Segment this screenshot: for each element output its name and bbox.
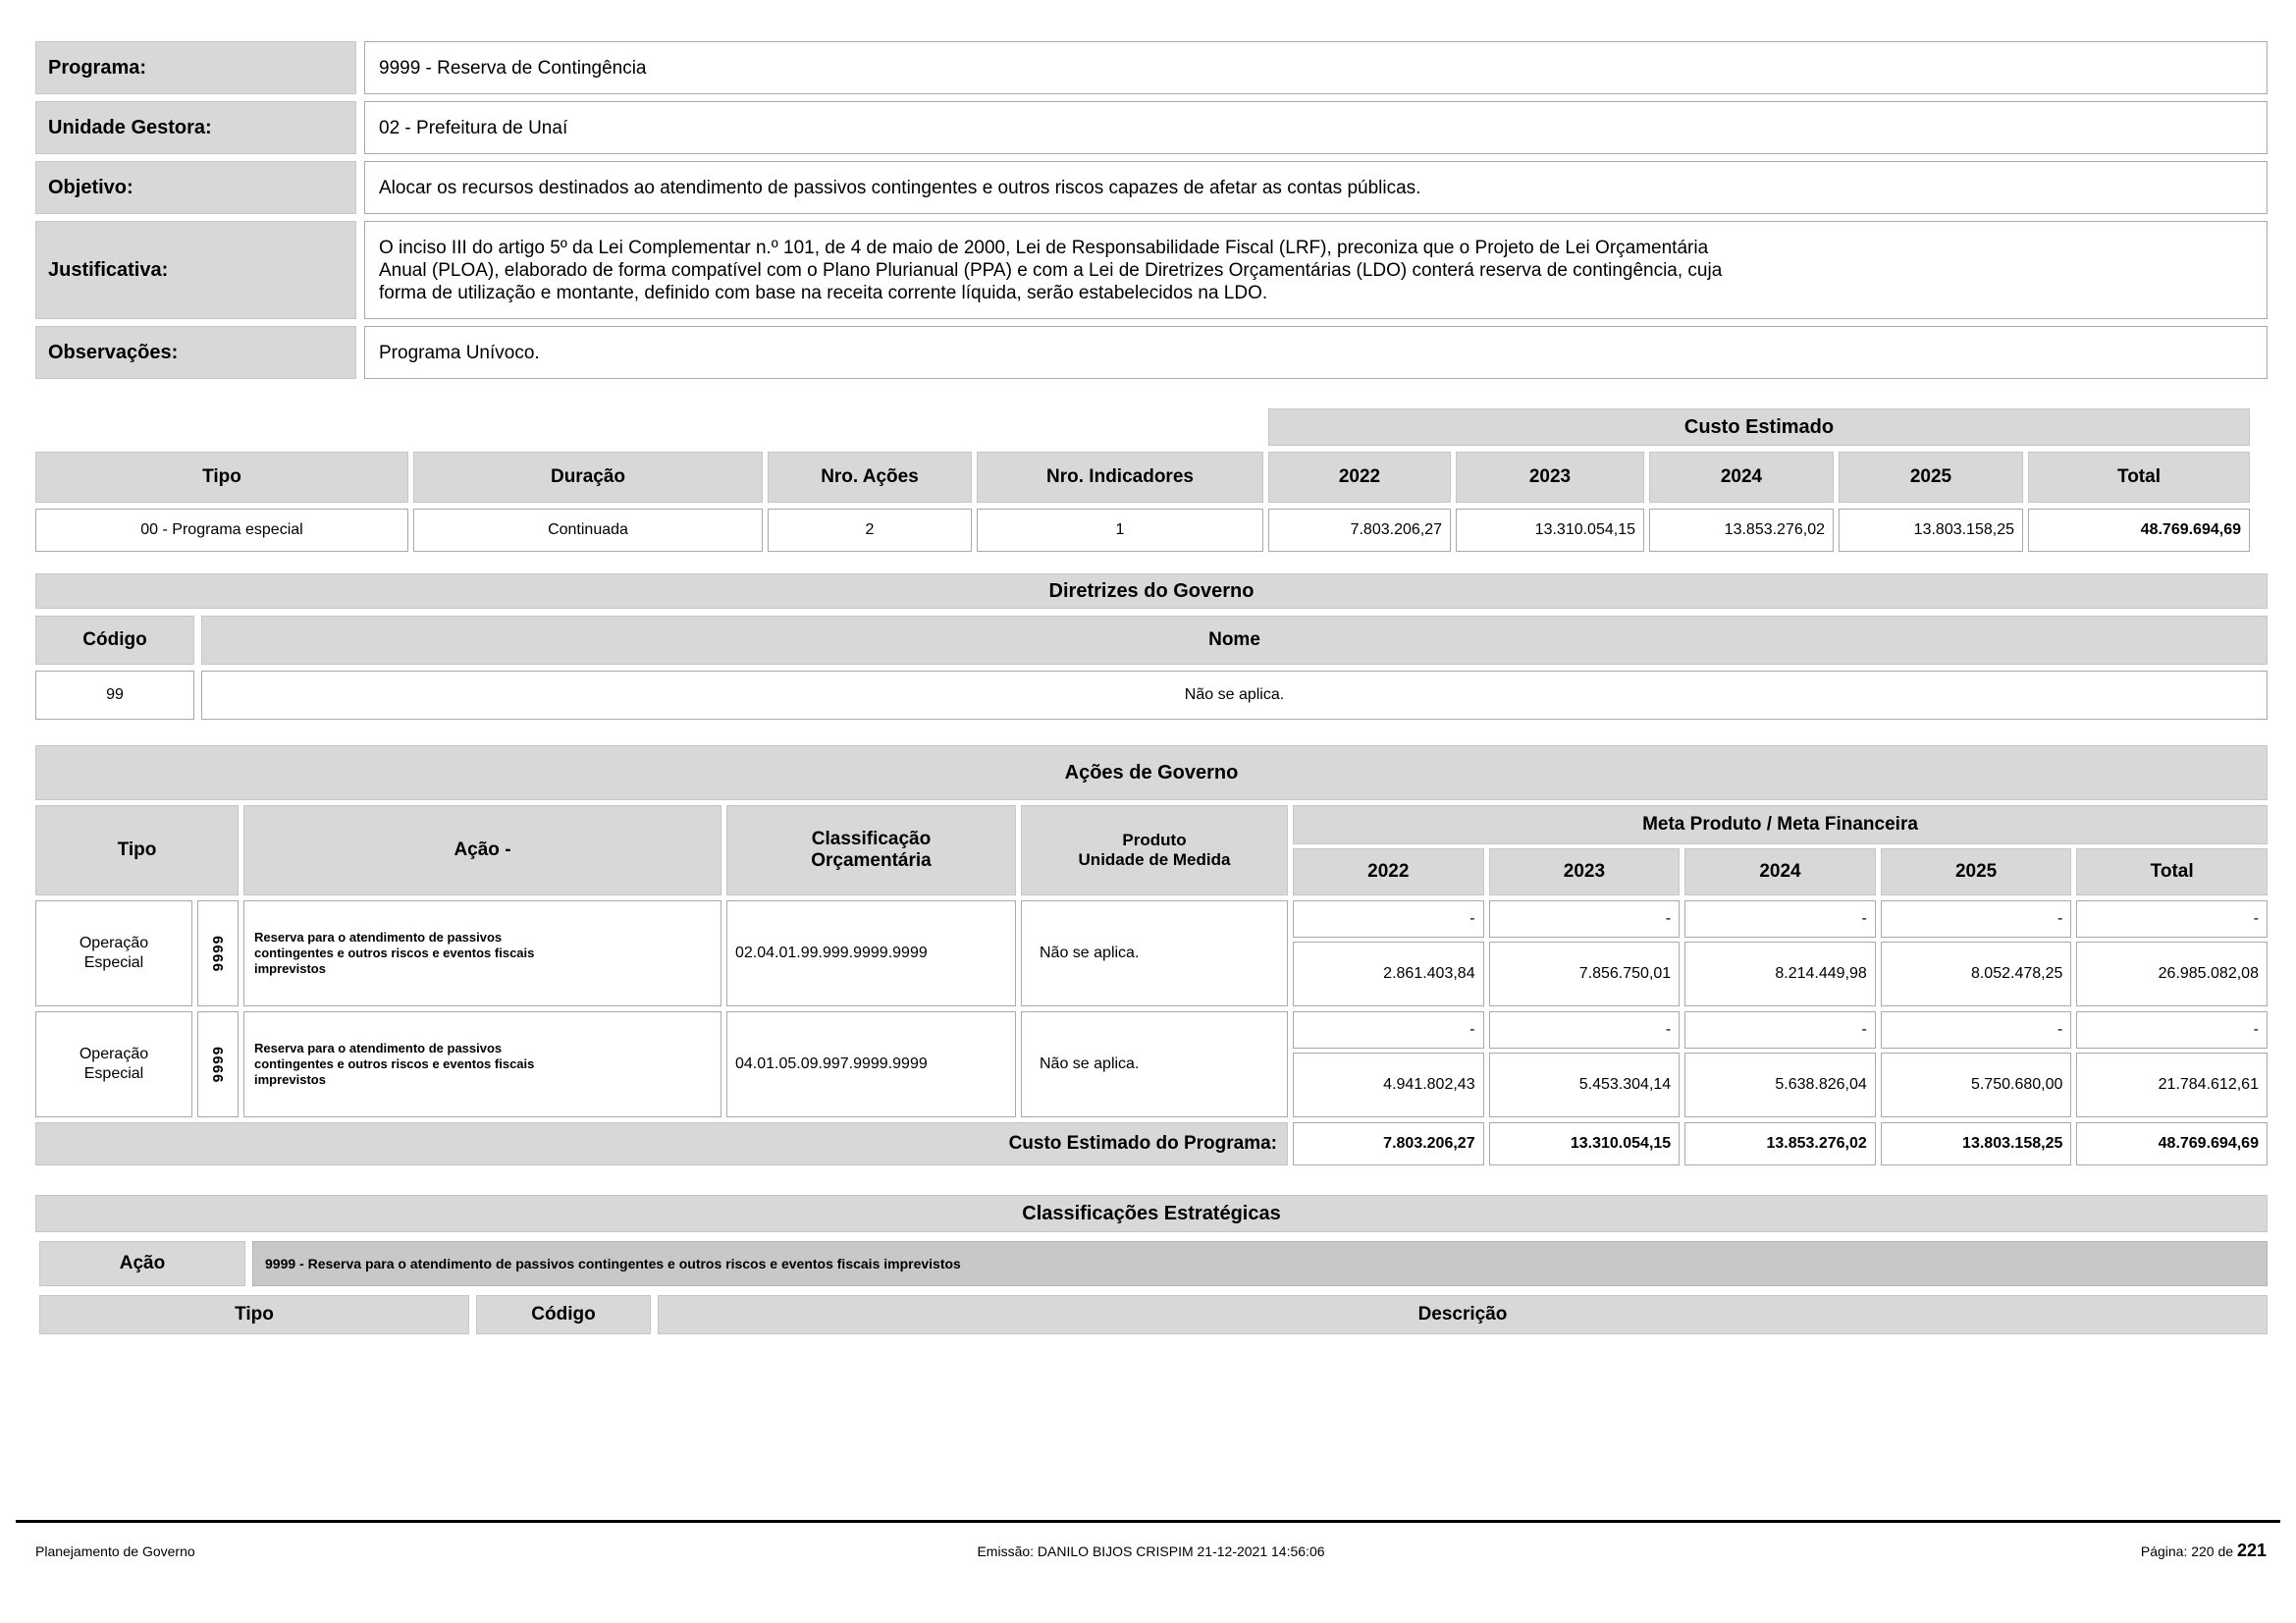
info-row-observacoes bbox=[35, 326, 2268, 379]
meta-cell: 5.638.826,04 bbox=[1684, 1053, 1876, 1117]
acao2-classificacao: 04.01.05.09.997.9999.9999 bbox=[726, 1011, 1016, 1117]
classificacoes-header-tipo: Tipo bbox=[39, 1295, 469, 1334]
acao-row-1 bbox=[35, 900, 2268, 1006]
meta-cell: 8.052.478,25 bbox=[1881, 942, 2072, 1006]
meta-cell: - bbox=[1881, 900, 2072, 938]
acao2-tipo: Operação Especial bbox=[35, 1011, 192, 1117]
custo-estimado-table bbox=[35, 408, 2268, 552]
acao2-codigo: 9999 bbox=[197, 1011, 239, 1117]
meta-cell: 5.750.680,00 bbox=[1881, 1053, 2072, 1117]
summary-cell-total: 48.769.694,69 bbox=[2076, 1122, 2268, 1165]
cell-nro-acoes: 2 bbox=[768, 509, 972, 552]
program-info-section bbox=[35, 41, 2268, 379]
acao2-meta bbox=[1293, 1011, 2268, 1117]
meta-cell: 26.985.082,08 bbox=[2076, 942, 2268, 1006]
acao2-meta-financeira-row bbox=[1293, 1053, 2268, 1117]
meta-cell: - bbox=[2076, 1011, 2268, 1049]
acao1-classificacao: 02.04.01.99.999.9999.9999 bbox=[726, 900, 1016, 1006]
cell-nome: Não se aplica. bbox=[201, 671, 2268, 720]
custo-programa-label: Custo Estimado do Programa: bbox=[35, 1122, 1288, 1165]
justificativa-label: Justificativa: bbox=[35, 221, 356, 319]
header-cell-total: Total bbox=[2028, 452, 2250, 503]
meta-cell: 7.856.750,01 bbox=[1489, 942, 1681, 1006]
footer-text-row bbox=[16, 1541, 2280, 1561]
meta-cell: - bbox=[1881, 1011, 2072, 1049]
meta-years-row bbox=[1293, 848, 2268, 895]
info-row-justificativa bbox=[35, 221, 2268, 319]
footer-app-name: Planejamento de Governo bbox=[35, 1543, 195, 1559]
footer-emission-info: Emissão: DANILO BIJOS CRISPIM 21-12-2021 14:56:06 bbox=[977, 1543, 1325, 1559]
meta-cell: 2.861.403,84 bbox=[1293, 942, 1484, 1006]
meta-cell: 4.941.802,43 bbox=[1293, 1053, 1484, 1117]
acoes-header-row bbox=[35, 805, 2268, 895]
cell-valor-2023: 13.310.054,15 bbox=[1456, 509, 1644, 552]
acao1-produto: Não se aplica. bbox=[1021, 900, 1288, 1006]
info-row-objetivo bbox=[35, 161, 2268, 214]
header-cell-nro-acoes: Nro. Ações bbox=[768, 452, 972, 503]
custo-spacer bbox=[35, 408, 1263, 446]
classificacoes-acao-value: 9999 - Reserva para o atendimento de passivos contingentes e outros riscos e eventos fiscais imprevistos bbox=[252, 1241, 2268, 1286]
summary-cell-2025: 13.803.158,25 bbox=[1881, 1122, 2072, 1165]
meta-year-2023: 2023 bbox=[1489, 848, 1681, 895]
acoes-header-classificacao: Classificação Orçamentária bbox=[726, 805, 1016, 895]
custo-programa-values bbox=[1293, 1122, 2268, 1165]
meta-year-total: Total bbox=[2076, 848, 2268, 895]
observacoes-label: Observações: bbox=[35, 326, 356, 379]
classificacoes-header-descricao: Descrição bbox=[658, 1295, 2268, 1334]
meta-cell: - bbox=[1293, 900, 1484, 938]
header-cell-duracao: Duração bbox=[413, 452, 763, 503]
summary-cell-2024: 13.853.276,02 bbox=[1684, 1122, 1876, 1165]
acao1-tipo: Operação Especial bbox=[35, 900, 192, 1006]
cell-tipo: 00 - Programa especial bbox=[35, 509, 408, 552]
acao1-codigo: 9999 bbox=[197, 900, 239, 1006]
acao1-descricao: Reserva para o atendimento de passivos contingentes e outros riscos e eventos fiscais imprevistos bbox=[243, 900, 721, 1006]
unidade-gestora-label: Unidade Gestora: bbox=[35, 101, 356, 154]
objetivo-label: Objetivo: bbox=[35, 161, 356, 214]
cell-valor-total: 48.769.694,69 bbox=[2028, 509, 2250, 552]
header-cell-2023: 2023 bbox=[1456, 452, 1644, 503]
acao1-meta bbox=[1293, 900, 2268, 1006]
unidade-gestora-value: 02 - Prefeitura de Unaí bbox=[364, 101, 2268, 154]
meta-cell: 5.453.304,14 bbox=[1489, 1053, 1681, 1117]
acoes-header-meta bbox=[1293, 805, 2268, 895]
summary-cell-2023: 13.310.054,15 bbox=[1489, 1122, 1681, 1165]
header-cell-codigo: Código bbox=[35, 616, 194, 665]
header-cell-2025: 2025 bbox=[1839, 452, 2023, 503]
meta-year-2025: 2025 bbox=[1881, 848, 2072, 895]
programa-value: 9999 - Reserva de Contingência bbox=[364, 41, 2268, 94]
classificacoes-acao-label: Ação bbox=[39, 1241, 245, 1286]
cell-valor-2022: 7.803.206,27 bbox=[1268, 509, 1451, 552]
footer-total-pages: 221 bbox=[2236, 1541, 2267, 1560]
meta-cell: - bbox=[1684, 1011, 1876, 1049]
cell-valor-2024: 13.853.276,02 bbox=[1649, 509, 1834, 552]
acao2-meta-produto-row bbox=[1293, 1011, 2268, 1049]
info-row-unidade-gestora bbox=[35, 101, 2268, 154]
header-cell-nome: Nome bbox=[201, 616, 2268, 665]
meta-year-2022: 2022 bbox=[1293, 848, 1484, 895]
cell-valor-2025: 13.803.158,25 bbox=[1839, 509, 2023, 552]
header-cell-nro-indicadores: Nro. Indicadores bbox=[977, 452, 1263, 503]
meta-title: Meta Produto / Meta Financeira bbox=[1293, 805, 2268, 844]
diretrizes-section bbox=[35, 573, 2268, 720]
meta-year-2024: 2024 bbox=[1684, 848, 1876, 895]
footer-page-indicator: Página: 220 de 221 bbox=[2140, 1541, 2267, 1560]
summary-cell-2022: 7.803.206,27 bbox=[1293, 1122, 1484, 1165]
cell-codigo: 99 bbox=[35, 671, 194, 720]
meta-cell: 8.214.449,98 bbox=[1684, 942, 1876, 1006]
acoes-header-tipo: Tipo bbox=[35, 805, 239, 895]
diretrizes-title: Diretrizes do Governo bbox=[35, 573, 2268, 609]
acao2-produto: Não se aplica. bbox=[1021, 1011, 1288, 1117]
info-row-programa bbox=[35, 41, 2268, 94]
acao1-meta-produto-row bbox=[1293, 900, 2268, 938]
meta-cell: 21.784.612,61 bbox=[2076, 1053, 2268, 1117]
meta-cell: - bbox=[1489, 900, 1681, 938]
programa-label: Programa: bbox=[35, 41, 356, 94]
acoes-section bbox=[35, 745, 2268, 1165]
acao2-descricao: Reserva para o atendimento de passivos contingentes e outros riscos e eventos fiscais imprevistos bbox=[243, 1011, 721, 1117]
header-cell-2024: 2024 bbox=[1649, 452, 1834, 503]
header-cell-tipo: Tipo bbox=[35, 452, 408, 503]
cell-nro-indicadores: 1 bbox=[977, 509, 1263, 552]
justificativa-value: O inciso III do artigo 5º da Lei Complementar n.º 101, de 4 de maio de 2000, Lei de Responsabilidade Fiscal (LRF), preconiza que o Projeto de Lei Orçamentária Anual (PLOA), elaborado de forma compatível com o Plano Plurianual (PPA) e com a Lei de Diretrizes Orçamentárias (LDO) conterá reserva de contingência, cuja forma de utilização e montante, definido com base na receita corrente líquida, serão estabelecidos na LDO. bbox=[364, 221, 2268, 319]
objetivo-value: Alocar os recursos destinados ao atendimento de passivos contingentes e outros riscos capazes de afetar as contas públicas. bbox=[364, 161, 2268, 214]
acao-row-2 bbox=[35, 1011, 2268, 1117]
header-cell-2022: 2022 bbox=[1268, 452, 1451, 503]
acao1-meta-financeira-row bbox=[1293, 942, 2268, 1006]
acoes-title: Ações de Governo bbox=[35, 745, 2268, 800]
diretrizes-table bbox=[35, 616, 2268, 720]
classificacoes-header-row bbox=[35, 1295, 2268, 1334]
acoes-header-acao: Ação - bbox=[243, 805, 721, 895]
acoes-header-produto: Produto Unidade de Medida bbox=[1021, 805, 1288, 895]
meta-cell: - bbox=[1489, 1011, 1681, 1049]
custo-programa-summary-row bbox=[35, 1122, 2268, 1165]
footer bbox=[16, 1520, 2280, 1561]
footer-divider bbox=[16, 1520, 2280, 1523]
classificacoes-acao-row bbox=[35, 1241, 2268, 1286]
cell-duracao: Continuada bbox=[413, 509, 763, 552]
meta-cell: - bbox=[1293, 1011, 1484, 1049]
classificacoes-header-codigo: Código bbox=[476, 1295, 651, 1334]
meta-cell: - bbox=[1684, 900, 1876, 938]
classificacoes-section bbox=[35, 1195, 2268, 1334]
observacoes-value: Programa Unívoco. bbox=[364, 326, 2268, 379]
classificacoes-title: Classificações Estratégicas bbox=[35, 1195, 2268, 1232]
meta-cell: - bbox=[2076, 900, 2268, 938]
custo-estimado-title: Custo Estimado bbox=[1268, 408, 2250, 446]
